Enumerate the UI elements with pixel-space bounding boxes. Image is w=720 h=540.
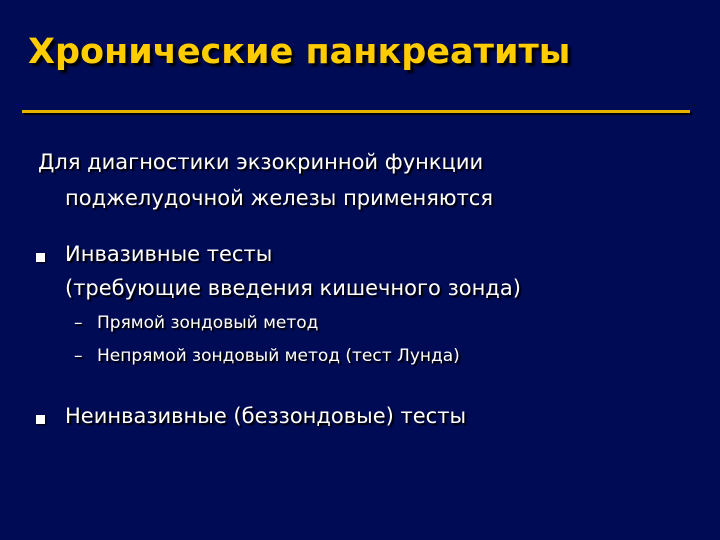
intro-text-line-2: поджелудочной железы применяются [65,186,493,210]
bullet-invasive-tests: Инвазивные тесты [65,242,273,266]
bullet-square-icon [36,415,45,424]
title-underline [22,110,690,113]
bullet-square-icon [36,253,45,262]
intro-text-line-1: Для диагностики экзокринной функции [38,150,484,174]
slide-title: Хронические панкреатиты [28,32,571,72]
bullet-invasive-tests-note: (требующие введения кишечного зонда) [65,276,521,300]
subitem-indirect-method: Непрямой зондовый метод (тест Лунда) [97,346,460,366]
dash-marker: – [74,313,83,333]
subitem-direct-method: Прямой зондовый метод [97,313,319,333]
bullet-noninvasive-tests: Неинвазивные (беззондовые) тесты [65,404,467,428]
dash-marker: – [74,346,83,366]
